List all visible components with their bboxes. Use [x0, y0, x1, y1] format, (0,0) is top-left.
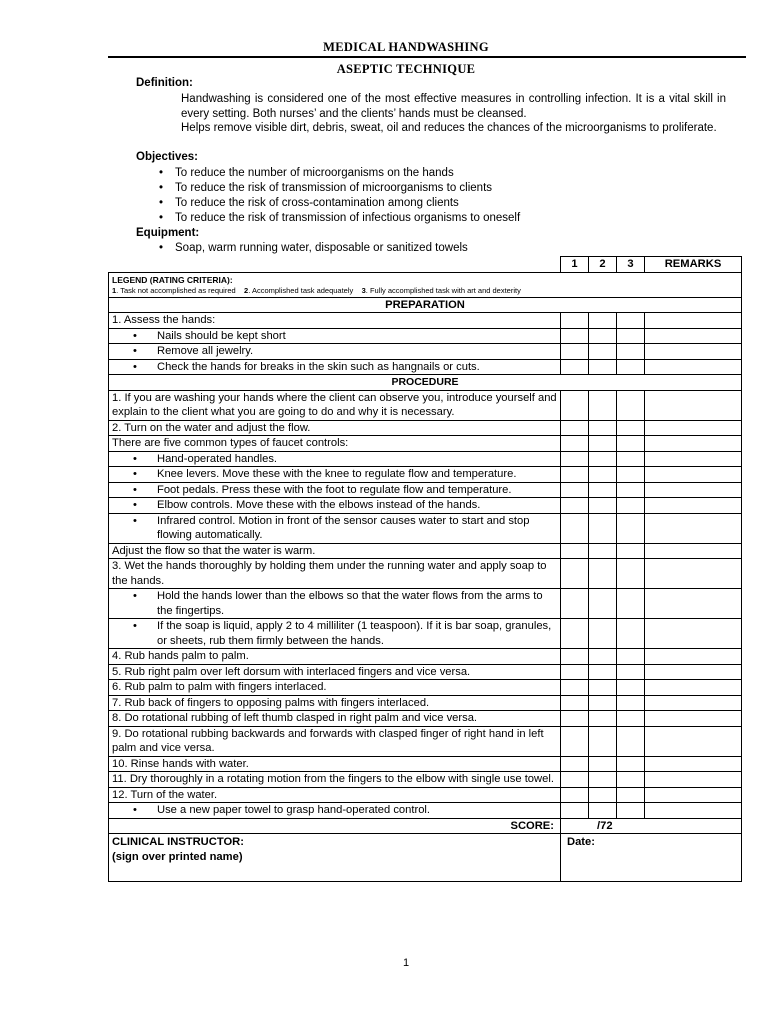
rating-cell-1[interactable]	[561, 726, 589, 756]
rating-cell-2[interactable]	[589, 772, 617, 788]
rating-cell-2[interactable]	[589, 787, 617, 803]
step-text: • Nails should be kept short	[109, 328, 561, 344]
rating-cell-2[interactable]	[589, 359, 617, 375]
rating-cell-1[interactable]	[561, 420, 589, 436]
rating-cell-2[interactable]	[589, 664, 617, 680]
remarks-cell[interactable]	[645, 451, 742, 467]
rating-cell-3[interactable]	[617, 772, 645, 788]
rating-cell-2[interactable]	[589, 589, 617, 619]
rating-header-row	[109, 257, 742, 273]
proc-step-row	[109, 756, 742, 772]
instructor-label: CLINICAL INSTRUCTOR:	[112, 836, 244, 848]
step-text: Adjust the flow so that the water is warm.	[109, 543, 561, 559]
rating-col-2: 2	[589, 257, 617, 273]
step-text: • Check the hands for breaks in the skin such as hangnails or cuts.	[109, 359, 561, 375]
rating-cell-1[interactable]	[561, 328, 589, 344]
rating-cell-3[interactable]	[617, 513, 645, 543]
step-text: • If the soap is liquid, apply 2 to 4 milliliter (1 teaspoon). If it is bar soap, granules, or sheets, rub them firmly between the hands.	[109, 619, 561, 649]
definition-heading: Definition:	[136, 77, 193, 89]
remarks-cell[interactable]	[645, 328, 742, 344]
remarks-cell[interactable]	[645, 803, 742, 819]
rating-cell-3[interactable]	[617, 589, 645, 619]
rating-cell-2[interactable]	[589, 420, 617, 436]
date-cell[interactable]	[561, 834, 742, 882]
rating-cell-2[interactable]	[589, 711, 617, 727]
proc-step-row	[109, 589, 742, 619]
rating-cell-2[interactable]	[589, 513, 617, 543]
rating-cell-3[interactable]	[617, 498, 645, 514]
step-text: • Foot pedals. Press these with the foot to regulate flow and temperature.	[109, 482, 561, 498]
rating-cell-2[interactable]	[589, 482, 617, 498]
remarks-cell[interactable]	[645, 787, 742, 803]
rating-cell-3[interactable]	[617, 313, 645, 329]
rating-cell-3[interactable]	[617, 328, 645, 344]
rating-cell-2[interactable]	[589, 680, 617, 696]
rating-cell-2[interactable]	[589, 695, 617, 711]
rating-cell-1[interactable]	[561, 390, 589, 420]
rating-cell-3[interactable]	[617, 664, 645, 680]
rating-cell-3[interactable]	[617, 467, 645, 483]
legend-title: LEGEND (RATING CRITERIA):	[112, 274, 233, 285]
remarks-cell[interactable]	[645, 359, 742, 375]
rating-cell-1[interactable]	[561, 498, 589, 514]
step-text: 7. Rub back of fingers to opposing palms with fingers interlaced.	[109, 695, 561, 711]
rating-cell-3[interactable]	[617, 803, 645, 819]
procedure-heading: PROCEDURE	[109, 375, 742, 391]
objective-item: • To reduce the risk of cross-contamination among clients	[159, 196, 459, 211]
rating-cell-2[interactable]	[589, 451, 617, 467]
remarks-cell[interactable]	[645, 695, 742, 711]
remarks-cell[interactable]	[645, 436, 742, 452]
rating-cell-3[interactable]	[617, 726, 645, 756]
remarks-cell[interactable]	[645, 467, 742, 483]
step-text: • Hand-operated handles.	[109, 451, 561, 467]
rating-cell-1[interactable]	[561, 436, 589, 452]
document-title: MEDICAL HANDWASHING	[323, 40, 489, 54]
remarks-cell[interactable]	[645, 589, 742, 619]
rating-cell-2[interactable]	[589, 313, 617, 329]
rating-cell-3[interactable]	[617, 436, 645, 452]
rating-cell-1[interactable]	[561, 787, 589, 803]
rating-cell-3[interactable]	[617, 711, 645, 727]
step-text: 11. Dry thoroughly in a rotating motion from the fingers to the elbow with single use towel.	[109, 772, 561, 788]
rating-cell-2[interactable]	[589, 726, 617, 756]
proc-step-row	[109, 803, 742, 819]
remarks-cell[interactable]	[645, 756, 742, 772]
remarks-cell[interactable]	[645, 344, 742, 360]
score-row	[109, 818, 742, 834]
equipment-heading: Equipment:	[136, 227, 200, 239]
legend-row	[109, 272, 742, 297]
legend-criteria: 1. Task not accomplished as required 2. Accomplished task adequately 3. Fully accomplished task with art and dexterity	[112, 285, 521, 295]
objective-item: • To reduce the risk of transmission of infectious organisms to oneself	[159, 211, 520, 226]
remarks-cell[interactable]	[645, 498, 742, 514]
proc-step-row	[109, 772, 742, 788]
rating-cell-1[interactable]	[561, 559, 589, 589]
rating-cell-3[interactable]	[617, 559, 645, 589]
rating-cell-3[interactable]	[617, 543, 645, 559]
remarks-cell[interactable]	[645, 313, 742, 329]
rating-col-3: 3	[617, 257, 645, 273]
procedure-section-row	[109, 375, 742, 391]
rating-cell-1[interactable]	[561, 313, 589, 329]
rating-cell-2[interactable]	[589, 756, 617, 772]
rating-cell-3[interactable]	[617, 482, 645, 498]
rating-cell-3[interactable]	[617, 451, 645, 467]
rating-cell-1[interactable]	[561, 482, 589, 498]
rating-cell-3[interactable]	[617, 680, 645, 696]
rating-cell-1[interactable]	[561, 451, 589, 467]
proc-step-row	[109, 451, 742, 467]
objective-item: • To reduce the risk of transmission of microorganisms to clients	[159, 181, 492, 196]
step-text: • Infrared control. Motion in front of the sensor causes water to start and stop flowing automatically.	[109, 513, 561, 543]
rating-cell-3[interactable]	[617, 390, 645, 420]
definition-paragraph-2: Helps remove visible dirt, debris, sweat, oil and reduces the chances of the microorganisms to proliferate.	[181, 122, 717, 134]
page-number: 1	[402, 957, 410, 969]
rating-cell-1[interactable]	[561, 695, 589, 711]
rating-cell-1[interactable]	[561, 772, 589, 788]
preparation-section-row	[109, 297, 742, 313]
rating-cell-2[interactable]	[589, 344, 617, 360]
proc-step-row	[109, 711, 742, 727]
proc-step-row	[109, 543, 742, 559]
score-value[interactable]: /72	[561, 818, 742, 834]
remarks-cell[interactable]	[645, 513, 742, 543]
step-text: 3. Wet the hands thoroughly by holding them under the running water and apply soap to the hands.	[109, 559, 561, 589]
proc-step-row	[109, 695, 742, 711]
rating-cell-2[interactable]	[589, 436, 617, 452]
rating-cell-3[interactable]	[617, 695, 645, 711]
rating-cell-2[interactable]	[589, 559, 617, 589]
rating-cell-1[interactable]	[561, 543, 589, 559]
step-text: • Use a new paper towel to grasp hand-operated control.	[109, 803, 561, 819]
remarks-cell[interactable]	[645, 482, 742, 498]
step-text: 4. Rub hands palm to palm.	[109, 649, 561, 665]
instructor-row	[109, 834, 742, 882]
remarks-cell[interactable]	[645, 711, 742, 727]
step-text: • Elbow controls. Move these with the elbows instead of the hands.	[109, 498, 561, 514]
step-text: • Remove all jewelry.	[109, 344, 561, 360]
step-text: There are five common types of faucet controls:	[109, 436, 561, 452]
document-subtitle: ASEPTIC TECHNIQUE	[336, 62, 476, 76]
proc-step-row	[109, 482, 742, 498]
rating-cell-2[interactable]	[589, 467, 617, 483]
step-text: 1. If you are washing your hands where the client can observe you, introduce yourself and explain to the client what you are going to do and why it is necessary.	[109, 390, 561, 420]
score-label: SCORE:	[109, 818, 561, 834]
prep-step-row	[109, 359, 742, 375]
checklist-table	[108, 256, 742, 882]
instructor-cell[interactable]	[109, 834, 561, 882]
rating-cell-1[interactable]	[561, 803, 589, 819]
objective-item: • To reduce the number of microorganisms on the hands	[159, 166, 454, 181]
step-text: 6. Rub palm to palm with fingers interlaced.	[109, 680, 561, 696]
proc-step-row	[109, 467, 742, 483]
remarks-cell[interactable]	[645, 390, 742, 420]
rating-cell-1[interactable]	[561, 467, 589, 483]
proc-step-row	[109, 559, 742, 589]
rating-cell-1[interactable]	[561, 513, 589, 543]
equipment-item: • Soap, warm running water, disposable or sanitized towels	[159, 241, 468, 256]
step-text: 5. Rub right palm over left dorsum with interlaced fingers and vice versa.	[109, 664, 561, 680]
rating-cell-3[interactable]	[617, 649, 645, 665]
date-label: Date:	[567, 836, 595, 848]
proc-step-row	[109, 649, 742, 665]
step-text: 1. Assess the hands:	[109, 313, 561, 329]
proc-step-row	[109, 619, 742, 649]
rating-cell-3[interactable]	[617, 756, 645, 772]
proc-step-row	[109, 726, 742, 756]
proc-step-row	[109, 664, 742, 680]
rating-cell-2[interactable]	[589, 543, 617, 559]
rating-cell-2[interactable]	[589, 390, 617, 420]
step-text: 12. Turn of the water.	[109, 787, 561, 803]
definition-paragraph-1: Handwashing is considered one of the most effective measures in controlling infection. It is a vital skill in every setting. Both nurses’ and the clients’ hands must be cleansed.	[181, 93, 726, 120]
sign-label: (sign over printed name)	[112, 850, 243, 863]
rating-cell-2[interactable]	[589, 649, 617, 665]
proc-step-row	[109, 436, 742, 452]
rating-cell-1[interactable]	[561, 344, 589, 360]
title-rule	[108, 56, 746, 58]
remarks-col: REMARKS	[645, 257, 742, 273]
preparation-heading: PREPARATION	[109, 297, 742, 313]
prep-step-row	[109, 344, 742, 360]
proc-step-row	[109, 680, 742, 696]
step-text: • Knee levers. Move these with the knee to regulate flow and temperature.	[109, 467, 561, 483]
remarks-cell[interactable]	[645, 619, 742, 649]
step-text: 10. Rinse hands with water.	[109, 756, 561, 772]
rating-cell-1[interactable]	[561, 756, 589, 772]
rating-cell-3[interactable]	[617, 619, 645, 649]
remarks-cell[interactable]	[645, 726, 742, 756]
rating-cell-3[interactable]	[617, 344, 645, 360]
rating-cell-1[interactable]	[561, 649, 589, 665]
rating-cell-1[interactable]	[561, 619, 589, 649]
proc-step-row	[109, 420, 742, 436]
rating-cell-1[interactable]	[561, 589, 589, 619]
prep-step-row	[109, 313, 742, 329]
rating-cell-1[interactable]	[561, 664, 589, 680]
remarks-cell[interactable]	[645, 772, 742, 788]
rating-cell-3[interactable]	[617, 359, 645, 375]
rating-cell-1[interactable]	[561, 359, 589, 375]
remarks-cell[interactable]	[645, 420, 742, 436]
proc-step-row	[109, 513, 742, 543]
rating-cell-1[interactable]	[561, 711, 589, 727]
rating-cell-3[interactable]	[617, 787, 645, 803]
rating-cell-2[interactable]	[589, 803, 617, 819]
prep-step-row	[109, 328, 742, 344]
rating-cell-3[interactable]	[617, 420, 645, 436]
rating-cell-1[interactable]	[561, 680, 589, 696]
rating-cell-2[interactable]	[589, 619, 617, 649]
rating-cell-2[interactable]	[589, 498, 617, 514]
step-text: • Hold the hands lower than the elbows so that the water flows from the arms to the fingertips.	[109, 589, 561, 619]
proc-step-row	[109, 498, 742, 514]
rating-col-1: 1	[561, 257, 589, 273]
remarks-cell[interactable]	[645, 559, 742, 589]
remarks-cell[interactable]	[645, 680, 742, 696]
objectives-heading: Objectives:	[136, 151, 198, 163]
step-text: 8. Do rotational rubbing of left thumb clasped in right palm and vice versa.	[109, 711, 561, 727]
remarks-cell[interactable]	[645, 664, 742, 680]
proc-step-row	[109, 390, 742, 420]
rating-cell-2[interactable]	[589, 328, 617, 344]
remarks-cell[interactable]	[645, 649, 742, 665]
remarks-cell[interactable]	[645, 543, 742, 559]
step-text: 9. Do rotational rubbing backwards and forwards with clasped finger of right hand in left palm and vice versa.	[109, 726, 561, 756]
step-text: 2. Turn on the water and adjust the flow.	[109, 420, 561, 436]
proc-step-row	[109, 787, 742, 803]
